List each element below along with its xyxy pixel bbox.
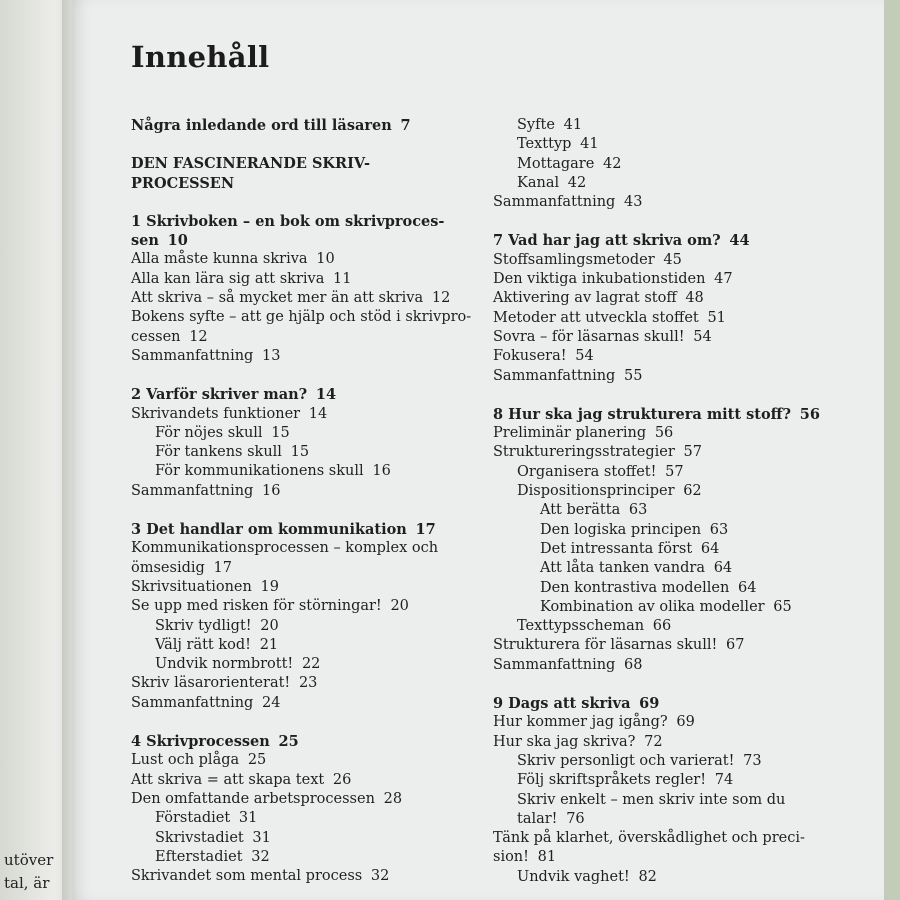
toc-page-number: 20 [390, 598, 409, 615]
toc-page-number: 10 [316, 251, 335, 268]
toc-entry-title: Skriv enkelt – men skriv inte som du [517, 791, 786, 808]
toc-page-number: 76 [566, 810, 585, 827]
toc-entry [131, 559, 471, 578]
toc-entry-title: Dispositionsprinciper [517, 483, 675, 500]
toc-entry [493, 289, 873, 308]
toc-entry-title: Sovra – för läsarnas skull! [493, 328, 685, 345]
toc-page-number: 73 [743, 752, 762, 769]
toc-page-number: 14 [315, 386, 337, 404]
toc-entry [131, 694, 471, 713]
toc-entry-title: 8 Hur ska jag strukturera mitt stoff? [493, 405, 792, 423]
toc-entry [131, 617, 471, 636]
toc-entry-title: Skrivsituationen [131, 578, 252, 595]
toc-entry [493, 116, 873, 135]
toc-entry-title: Sammanfattning [493, 367, 616, 384]
page-edge [884, 0, 900, 900]
toc-entry-title: Sammanfattning [131, 347, 254, 364]
toc-entry-title: Undvik vaghet! [517, 868, 630, 885]
toc-entry [493, 347, 873, 366]
toc-page-number: 66 [652, 618, 672, 635]
toc-heading [131, 154, 471, 173]
toc-entry-title: Att låta tanken vandra [540, 560, 706, 577]
toc-entry [493, 482, 873, 501]
toc-entry [131, 289, 471, 308]
toc-entry-title: Stoffsamlingsmetoder [493, 251, 655, 268]
toc-page-number: 26 [332, 771, 352, 788]
toc-page-number: 23 [298, 675, 318, 692]
toc-heading [131, 212, 471, 231]
toc-entry [493, 791, 873, 810]
toc-entry-title: sion! [493, 849, 529, 866]
toc-heading [131, 174, 471, 193]
toc-entry-title: Några inledande ord till läsaren [131, 117, 392, 134]
toc-entry-title: 4 Skrivprocessen [131, 733, 270, 751]
toc-entry-title: Skrivandet som mental process [131, 868, 363, 885]
toc-entry [493, 367, 873, 386]
toc-entry [131, 482, 471, 501]
toc-entry [493, 771, 873, 790]
toc-page-number: 24 [262, 694, 281, 711]
toc-page-number: 51 [707, 309, 726, 326]
toc-page-number: 63 [628, 502, 648, 519]
toc-page-number: 54 [693, 328, 712, 345]
toc-page-number: 55 [624, 367, 643, 384]
toc-entry [131, 674, 471, 693]
toc-heading [493, 694, 873, 713]
facing-page [0, 0, 68, 900]
toc-entry-title: 9 Dags att skriva [493, 695, 631, 713]
toc-page-number: 15 [290, 444, 310, 461]
toc-entry-title: För tankens skull [155, 444, 282, 461]
toc-page-number: 15 [271, 424, 290, 441]
toc-entry-title: Aktivering av lagrat stoff [493, 290, 677, 307]
toc-entry [493, 868, 873, 887]
toc-entry-title: Att skriva = att skapa text [131, 771, 325, 788]
toc-entry [493, 328, 873, 347]
toc-entry-title: Den omfattande arbetsprocessen [131, 790, 375, 807]
toc-entry [131, 790, 471, 809]
toc-entry-title: Skriv personligt och varierat! [517, 752, 735, 769]
toc-entry [493, 636, 873, 655]
toc-entry [131, 578, 471, 597]
toc-page-number: 17 [213, 559, 232, 576]
toc-page-number: 42 [567, 174, 587, 191]
toc-page-number: 82 [638, 868, 657, 885]
toc-page-number: 45 [663, 251, 682, 268]
toc-page-number: 12 [431, 290, 451, 307]
toc-entry-title: Lust och plåga [131, 752, 240, 769]
toc-entry-title: 2 Varför skriver man? [131, 386, 308, 404]
toc-page-number: 28 [383, 790, 403, 807]
toc-page-number: 17 [415, 521, 436, 539]
toc-entry-title: Hur ska jag skriva? [493, 733, 636, 750]
toc-page-number: 81 [537, 849, 557, 866]
toc-entry-title: Se upp med risken för störningar! [131, 598, 382, 615]
toc-page-number: 48 [685, 290, 704, 307]
toc-entry [131, 443, 471, 462]
toc-entry [493, 733, 873, 752]
toc-page-number: 72 [644, 733, 663, 750]
toc-entry [493, 270, 873, 289]
toc-entry-title: 1 Skrivboken – en bok om skrivproces- [131, 212, 445, 230]
toc-page-number: 64 [700, 540, 720, 557]
toc-entry-title: Efterstadiet [155, 848, 243, 865]
toc-entry [493, 598, 873, 617]
toc-entry-title: Att skriva – så mycket mer än att skriva [131, 290, 424, 307]
toc-entry [131, 405, 471, 424]
toc-entry [493, 579, 873, 598]
toc-page-number: 65 [773, 598, 792, 615]
toc-entry [493, 752, 873, 771]
toc-page-number: 10 [167, 232, 188, 250]
toc-entry-title: Skriv tydligt! [155, 617, 252, 634]
toc-entry [493, 810, 873, 829]
toc-page-number: 41 [580, 136, 599, 153]
toc-entry-title: För nöjes skull [155, 424, 263, 441]
toc-page-number: 64 [738, 579, 757, 596]
toc-entry [493, 713, 873, 732]
toc-entry-title: Sammanfattning [493, 656, 616, 673]
toc-entry-title: PROCESSEN [131, 174, 235, 192]
toc-entry [131, 250, 471, 269]
toc-entry [493, 617, 873, 636]
toc-heading [493, 231, 873, 250]
toc-entry-title: Den logiska principen [540, 521, 702, 538]
toc-entry [493, 443, 873, 462]
facing-page-fragment: utöver [4, 851, 54, 869]
toc-entry [131, 829, 471, 848]
toc-entry-title: cessen [131, 328, 181, 345]
toc-entry-title: Förstadiet [155, 810, 231, 827]
toc-entry-title: Den viktiga inkubationstiden [493, 271, 706, 288]
toc-heading [131, 231, 471, 250]
toc-entry [493, 540, 873, 559]
toc-entry-title: Fokusera! [493, 348, 567, 365]
toc-page-number: 16 [262, 482, 281, 499]
toc-entry-title: ömsesidig [131, 559, 205, 576]
toc-page-number: 54 [575, 348, 594, 365]
toc-page-number: 13 [262, 347, 281, 364]
toc-page-number: 14 [308, 405, 328, 422]
toc-entry-title: Texttypsscheman [517, 618, 645, 635]
toc-entry [493, 155, 873, 174]
toc-entry [131, 771, 471, 790]
toc-entry-title: Organisera stoffet! [517, 463, 657, 480]
toc-entry-title: Syfte [517, 117, 555, 133]
toc-entry-title: Hur kommer jag igång? [493, 714, 668, 731]
toc-page-number: 74 [714, 772, 734, 789]
toc-entry-title: Kombination av olika modeller [540, 598, 765, 615]
toc-page-number: 67 [726, 637, 745, 654]
toc-page-number: 16 [372, 463, 391, 480]
toc-entry [493, 848, 873, 867]
toc-entry-title: Preliminär planering [493, 425, 647, 442]
toc-page-number: 32 [251, 848, 270, 865]
toc-entry [493, 174, 873, 193]
toc-page-number: 44 [729, 232, 750, 250]
toc-page-number: 56 [799, 405, 820, 423]
toc-page-number: 68 [624, 656, 643, 673]
toc-entry-title: 3 Det handlar om kommunikation [131, 521, 407, 539]
toc-entry-title: För kommunikationens skull [155, 463, 364, 480]
toc-entry-title: Texttyp [517, 136, 572, 153]
toc-page-number: 64 [713, 560, 733, 577]
toc-entry-title: Alla måste kunna skriva [131, 251, 308, 268]
toc-entry [493, 559, 873, 578]
toc-entry [131, 308, 471, 327]
toc-entry-title: DEN FASCINERANDE SKRIV- [131, 155, 371, 173]
page-title: Innehåll [131, 40, 270, 74]
toc-page-number: 57 [683, 444, 702, 461]
toc-page-number: 25 [247, 752, 267, 769]
toc-entry-title: sen [131, 232, 159, 250]
toc-entry-title: Sammanfattning [493, 194, 616, 211]
toc-page-number: 43 [624, 194, 643, 211]
toc-page-number: 31 [252, 829, 271, 846]
toc-page-number: 41 [563, 117, 583, 133]
toc-page-number: 42 [603, 155, 622, 172]
toc-page-number: 31 [238, 810, 258, 827]
toc-entry-title: Att berätta [540, 502, 621, 519]
toc-entry-title: Skrivandets funktioner [131, 405, 301, 422]
toc-entry [131, 347, 471, 366]
toc-entry [131, 867, 471, 886]
toc-page-number: 11 [333, 270, 352, 287]
toc-entry [493, 501, 873, 520]
toc-entry-title: Det intressanta först [540, 540, 693, 557]
toc-column-right [493, 116, 873, 887]
toc-entry-title: Struktureringsstrategier [493, 444, 675, 461]
toc-entry [131, 539, 471, 558]
toc-entry [131, 462, 471, 481]
toc-entry-title: Följ skriftspråkets regler! [517, 772, 707, 789]
toc-page-number: 69 [639, 695, 660, 713]
toc-entry-title: Välj rätt kod! [155, 636, 251, 653]
toc-entry [131, 424, 471, 443]
toc-entry [493, 309, 873, 328]
toc-entry-title: Metoder att utveckla stoffet [493, 309, 699, 326]
toc-entry [131, 655, 471, 674]
toc-entry-title: Tänk på klarhet, överskådlighet och preci- [493, 830, 805, 847]
toc-heading [131, 116, 471, 135]
toc-page-number: 57 [665, 463, 684, 480]
toc-entry-title: Den kontrastiva modellen [540, 579, 730, 596]
toc-heading [493, 405, 873, 424]
toc-entry [493, 521, 873, 540]
toc-page-number: 20 [260, 617, 279, 634]
toc-entry [131, 751, 471, 770]
toc-entry-title: Skriv läsarorienterat! [131, 675, 291, 692]
toc-page-number: 63 [709, 521, 729, 538]
toc-entry [493, 424, 873, 443]
toc-entry-title: Strukturera för läsarnas skull! [493, 637, 718, 654]
toc-entry-title: Undvik normbrott! [155, 656, 294, 673]
toc-entry [131, 270, 471, 289]
toc-page-number: 32 [370, 868, 390, 885]
toc-entry-title: Kanal [517, 174, 560, 191]
toc-entry-title: Kommunikationsprocessen – komplex och [131, 540, 439, 557]
toc-entry [493, 656, 873, 675]
toc-entry [493, 193, 873, 212]
toc-page-number: 19 [260, 578, 279, 595]
toc-page-number: 56 [654, 425, 674, 442]
toc-page-number: 22 [301, 656, 321, 673]
toc-entry-title: Sammanfattning [131, 694, 254, 711]
toc-entry [131, 848, 471, 867]
toc-page-number: 21 [259, 636, 279, 653]
toc-column-left [131, 116, 471, 886]
toc-heading [131, 385, 471, 404]
toc-entry-title: Bokens syfte – att ge hjälp och stöd i skrivpro- [131, 309, 472, 326]
toc-entry-title: Skrivstadiet [155, 829, 244, 846]
toc-heading [131, 732, 471, 751]
toc-entry [131, 597, 471, 616]
toc-entry [131, 809, 471, 828]
toc-page-number: 47 [714, 271, 733, 288]
toc-entry [493, 251, 873, 270]
toc-entry [493, 829, 873, 848]
toc-entry-title: 7 Vad har jag att skriva om? [493, 232, 721, 250]
toc-entry-title: Alla kan lära sig att skriva [131, 270, 325, 287]
toc-entry-title: Mottagare [517, 155, 595, 172]
toc-page-number: 25 [278, 733, 299, 751]
toc-heading [131, 520, 471, 539]
toc-entry [493, 135, 873, 154]
toc-page-number: 12 [189, 328, 208, 345]
toc-entry-title: Sammanfattning [131, 482, 254, 499]
toc-entry [131, 328, 471, 347]
toc-page-number: 7 [400, 117, 411, 134]
toc-page-number: 62 [683, 483, 702, 500]
toc-entry-title: talar! [517, 810, 558, 827]
toc-page-number: 69 [676, 714, 695, 731]
toc-entry [493, 463, 873, 482]
facing-page-fragment: tal, är [4, 874, 50, 892]
toc-entry [131, 636, 471, 655]
